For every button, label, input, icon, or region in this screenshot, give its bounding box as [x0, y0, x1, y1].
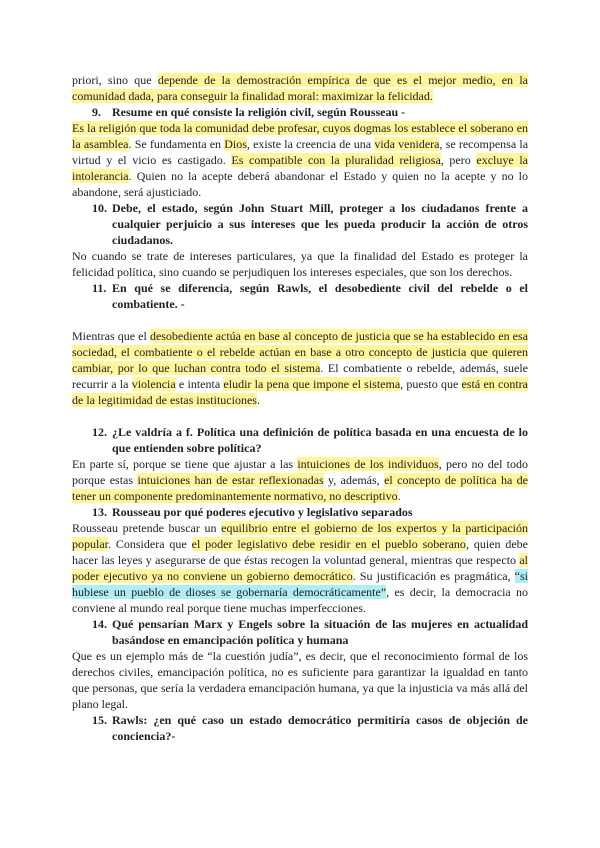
question-10 — [72, 200, 528, 248]
answer-12: En parte sí, porque se tiene que ajustar a las intuiciones de los individuos, pero no del todo porque estas intuiciones han de estar reflexionadas y, además, el concepto de política ha de tener un componente predominantemente normativo, no descriptivo. — [72, 457, 528, 503]
blank-line — [72, 312, 528, 328]
question-text: Resume en qué consiste la religión civil, según Rousseau - — [112, 105, 406, 119]
highlight: excluye la intolerancia — [72, 153, 528, 183]
highlight: vida venidera — [374, 137, 440, 151]
highlight: violencia — [131, 377, 176, 391]
highlight-quote: “si hubiese un pueblo de dioses se gobernaría democráticamente” — [72, 569, 528, 599]
question-number: 11. — [92, 281, 107, 295]
question-11 — [72, 280, 528, 312]
question-text: Qué pensarían Marx y Engels sobre la situación de las mujeres en actualidad basándose en emancipación política y humana — [112, 617, 528, 647]
question-14 — [72, 616, 528, 648]
highlight: desobediente actúa en base al concepto de justicia que se ha establecido en esa sociedad, el combatiente o el rebelde actúan en base a otro concepto de justicia que quieren cambiar, por lo que luchan contra todo el sistema — [72, 329, 528, 375]
highlight: eludir la pena que impone el sistema — [223, 377, 401, 391]
question-text: Rousseau por qué poderes ejecutivo y legislativo separados — [112, 505, 413, 519]
answer-13: Rousseau pretende buscar un equilibrio entre el gobierno de los expertos y la participación popular. Considera que el poder legislativo debe residir en el pueblo soberano, quien debe hacer las leyes y asegurarse de que éstas recogen la voluntad general, mientras que respecto al poder ejecutivo ya no conviene un gobierno democrático. Su justificación es pragmática, “si hubiese un pueblo de dioses se gobernaría democráticamente”, es decir, la democracia no conviene al mundo real porque tiene muchas imperfecciones. — [72, 521, 529, 615]
question-text: Rawls: ¿en qué caso un estado democrático permitiría casos de objeción de conciencia?- — [112, 713, 528, 743]
highlight: al poder ejecutivo ya no conviene un gobierno democrático — [72, 553, 528, 583]
highlight: Dios — [224, 137, 247, 151]
highlight: intuiciones de los individuos — [297, 457, 439, 471]
answer-11: Mientras que el desobediente actúa en base al concepto de justicia que se ha establecido en esa sociedad, el combatiente o el rebelde actúan en base a otro concepto de justicia que quieren cambiar, por lo que luchan contra todo el sistema. El combatiente o rebelde, además, suele recurrir a la violencia e intenta eludir la pena que impone el sistema, puesto que está en contra de la legitimidad de estas instituciones. — [72, 329, 529, 407]
document-page — [72, 72, 528, 744]
highlight: Es compatible con la pluralidad religiosa — [231, 153, 441, 167]
highlight: intuiciones han de estar reflexionadas — [137, 473, 324, 487]
question-number: 15. — [92, 713, 107, 727]
question-number: 9. — [92, 105, 101, 119]
question-number: 14. — [92, 617, 107, 631]
question-15 — [72, 712, 528, 744]
question-text: En qué se diferencia, según Rawls, el desobediente civil del rebelde o el combatiente. - — [112, 281, 528, 311]
highlight: depende de la demostración empírica de que es el mejor medio, en la comunidad dada, para conseguir la finalidad moral: maximizar la felicidad. — [72, 73, 528, 103]
answer-9: Es la religión que toda la comunidad debe profesar, cuyos dogmas los establece el soberano en la asamblea. Se fundamenta en Dios, existe la creencia de una vida venidera, se recompensa la virtud y el vicio es castigado. Es compatible con la pluralidad religiosa, pero excluye la intolerancia. Quien no la acepte deberá abandonar el Estado y quien no la acepte y no lo abandone, será ajusticiado. — [72, 121, 529, 199]
question-number: 12. — [92, 425, 107, 439]
paragraph-continuation: priori, sino que depende de la demostración empírica de que es el mejor medio, en la comunidad dada, para conseguir la finalidad moral: maximizar la felicidad. — [72, 73, 528, 103]
question-12 — [72, 424, 528, 456]
highlight: el concepto de política ha de tener un componente predominantemente normativo, no descriptivo — [72, 473, 528, 503]
question-9 — [72, 104, 528, 120]
answer-14: Que es un ejemplo más de “la cuestión judía”, es decir, que el reconocimiento formal de los derechos civiles, emancipación política, no es suficiente para garantizar la igualdad en tanto que personas, que sería la verdadera emancipación humana, ya que la injusticia va más allá del plano legal. — [72, 649, 528, 711]
answer-10: No cuando se trate de intereses particulares, ya que la finalidad del Estado es proteger la felicidad política, sino cuando se perjudiquen los intereses especiales, que son los derechos. — [72, 249, 528, 279]
question-number: 13. — [92, 505, 107, 519]
highlight: equilibrio entre el gobierno de los expertos y la participación popular — [72, 521, 528, 551]
question-text: Debe, el estado, según John Stuart Mill, proteger a los ciudadanos frente a cualquier perjuicio a sus intereses que les pueda producir la acción de otros ciudadanos. — [112, 201, 528, 247]
question-text: ¿Le valdría a f. Política una definición de política basada en una encuesta de lo que entienden sobre política? — [112, 425, 528, 455]
highlight: Es la religión que toda la comunidad debe profesar, cuyos dogmas los establece el soberano en la asamblea — [72, 121, 528, 151]
question-number: 10. — [92, 201, 107, 215]
highlight: el poder legislativo debe residir en el pueblo soberano — [191, 537, 466, 551]
question-13 — [72, 504, 528, 520]
highlight: está en contra de la legitimidad de estas instituciones — [72, 377, 529, 407]
blank-line — [72, 408, 528, 424]
